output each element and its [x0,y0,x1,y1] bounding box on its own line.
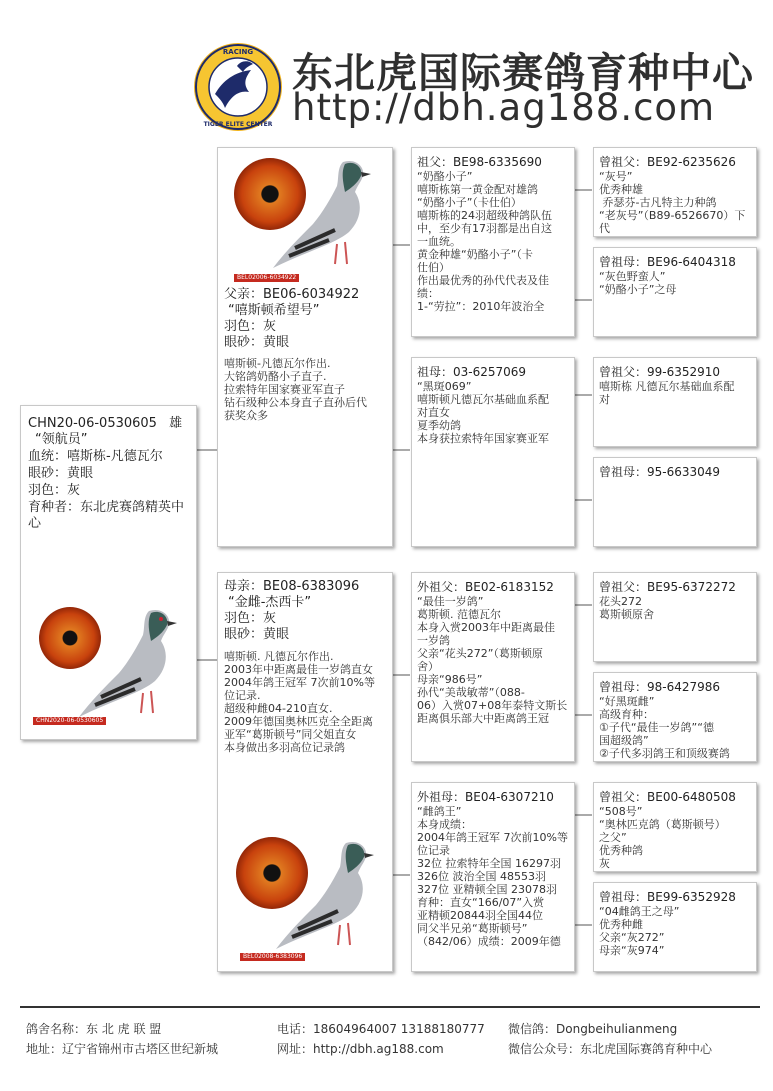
ggp-ring: 曾祖父：BE92-6235626 [599,155,736,169]
ggp-ring: 曾祖母：98-6427986 [599,680,721,694]
footer-public-account: 微信公众号：东北虎国际赛鸽育种中心 [508,1042,713,1056]
sire-photo-tag: BEL02006-6034922 [234,274,299,282]
subject-breeder: 育种者：东北虎赛鸽精英中心 [28,500,185,531]
footer-divider [20,1006,760,1008]
sire-color: 羽色：灰 [224,319,277,334]
maternal-grandsire-notes: “最佳一岁鸽” 葛斯顿. 范德瓦尔 本身入赏2003年中距离最佳 一岁鸽 父亲“花头272”（葛斯顿原 舍） 母亲“986号” 孙代“美哉敏蒂”（088- 06）入赏07+08年泰特文斯长 距离俱乐部大中距离鸽王冠 [417,595,568,725]
ggp-card-6 [593,672,757,762]
paternal-grandsire-card [411,147,575,337]
dam-card [217,572,393,972]
paternal-granddam-card [411,357,575,547]
dam-ring: 母亲：BE08-6383096 [224,579,360,594]
dam-photo [226,829,390,967]
ggp-card-1 [593,147,757,237]
pigeon-photo [266,833,390,961]
ggp-notes: “508号” “奥林匹克鸽（葛斯顿号） 之父” 优秀种鸽 灰 [599,805,726,870]
sire-name: “嘻斯顿希望号” [228,303,320,318]
footer-wechat: 微信鸽：Dongbeihulianmeng [508,1022,678,1036]
ggp-card-5 [593,572,757,662]
site-title: 东北虎国际赛鸽育种中心 [292,49,754,97]
sire-notes: 嘻斯顿-凡德瓦尔作出. 大铭鸽奶酪小子直子. 拉索特年国家赛亚军直子 钻石级种公本身直子直孙后代 获奖众多 [224,357,367,422]
maternal-granddam-card [411,782,575,972]
ggp-ring: 曾祖母：BE96-6404318 [599,255,736,269]
sire-ring: 父亲：BE06-6034922 [224,287,360,302]
maternal-granddam-ring: 外祖母：BE04-6307210 [417,790,554,804]
sire-card [217,147,393,547]
footer-website[interactable]: 网址：http://dbh.ag188.com [277,1042,444,1056]
ggp-ring: 曾祖母：BE99-6352928 [599,890,736,904]
ggp-card-4 [593,457,757,547]
paternal-granddam-notes: “黑斑069” 嘻斯顿凡德瓦尔基础血系配 对直女 夏季幼鸽 本身获拉索特年国家赛亚军 [417,380,549,445]
paternal-grandsire-notes: “奶酪小子” 嘻斯栋第一黄金配对雄鸽 “奶酪小子”（卡仕伯） 嘻斯栋的24羽超级种鸽队伍 中，至少有17羽都是出自这 一血统。 黄金种雄“奶酪小子”（卡 仕伯） 作出最优秀的孙代代表及佳 绩： 1-“劳拉”：2010年波治全 [417,170,552,313]
maternal-granddam-notes: “雌鸽王” 本身成绩： 2004年鸽王冠军 7次前10%等 位记录 32位 拉索特年全国 16297羽 326位 波治全国 48553羽 327位 亚精顿全国 23078羽 育种：直女“166/07”入赏 亚精顿20844羽全国44位 同父半兄弟“葛斯顿号” （842/06）成绩：2009年德 [417,805,568,948]
paternal-grandsire-ring: 祖父：BE98-6335690 [417,155,542,169]
ggp-card-3 [593,357,757,447]
pigeon-photo [262,152,388,280]
ggp-ring: 曾祖父：99-6352910 [599,365,721,379]
ggp-notes: 嘻斯栋 凡德瓦尔基础血系配 对 [599,380,735,406]
ggp-notes: “04雌鸽王之母” 优秀种雌 父亲“灰272” 母亲“灰974” [599,905,680,957]
maternal-grandsire-ring: 外祖父：BE02-6183152 [417,580,554,594]
ggp-card-2 [593,247,757,337]
dam-name: “金雌-杰西卡” [228,595,312,610]
footer-phone: 电话：18604964007 13188180777 [277,1022,485,1036]
ggp-notes: “灰色野蛮人” “奶酪小子”之母 [599,270,677,296]
subject-photo [31,601,191,731]
dam-eye: 眼砂：黄眼 [224,627,290,642]
subject-card [20,405,197,740]
dam-notes: 嘻斯顿. 凡德瓦尔作出. 2003年中距离最佳一岁鸽直女 2004年鸽王冠军 7次前10%等 位记录. 超级种雌04-210直女. 2009年德国奥林匹克全全距离 亚军“葛斯顿号”同父姐直女 本身做出多羽高位记录鸽 [224,650,375,754]
sire-photo [222,152,388,284]
sire-eye: 眼砂：黄眼 [224,335,290,350]
ggp-ring: 曾祖父：BE95-6372272 [599,580,736,594]
subject-bloodline: 血统：嘻斯栋-凡德瓦尔 [28,449,163,464]
ggp-notes: “灰号” 优秀种雄 乔瑟芬-古凡特主力种鸽 “老灰号”（B89-6526670）下 代 [599,170,746,235]
ggp-card-8 [593,882,757,972]
ggp-card-7 [593,782,757,872]
dam-color: 羽色：灰 [224,611,277,626]
subject-eye: 眼砂：黄眼 [28,466,94,481]
ggp-ring: 曾祖母：95-6633049 [599,465,721,479]
subject-name: “领航员” [35,432,88,447]
svg-text:TIGER ELITE CENTER: TIGER ELITE CENTER [203,121,273,128]
subject-sex: 雄 [169,416,183,431]
ggp-ring: 曾祖父：BE00-6480508 [599,790,736,804]
footer-address: 地址：辽宁省锦州市古塔区世纪新城 [26,1042,219,1056]
maternal-grandsire-card [411,572,575,762]
footer-loft-name: 鸽舍名称：东 北 虎 联 盟 [26,1022,162,1036]
subject-color: 羽色：灰 [28,483,81,498]
pigeon-photo [71,601,191,729]
ggp-notes: “好黑斑雌” 高级育种： ①子代“最佳一岁鸽”“德 国超级鸽” ②子代多羽鸽王和顶级赛鸽 [599,695,730,760]
paternal-granddam-ring: 祖母：03-6257069 [417,365,527,379]
svg-text:RACING: RACING [222,48,254,56]
site-url[interactable]: http://dbh.ag188.com [292,86,716,129]
ggp-notes: 花头272 葛斯顿原舍 [599,595,654,621]
subject-ring: CHN20-06-0530605 [28,416,157,431]
subject-photo-tag: CHN2020-06-0530605 [33,717,106,725]
dam-photo-tag: BEL02008-6383096 [240,953,305,961]
